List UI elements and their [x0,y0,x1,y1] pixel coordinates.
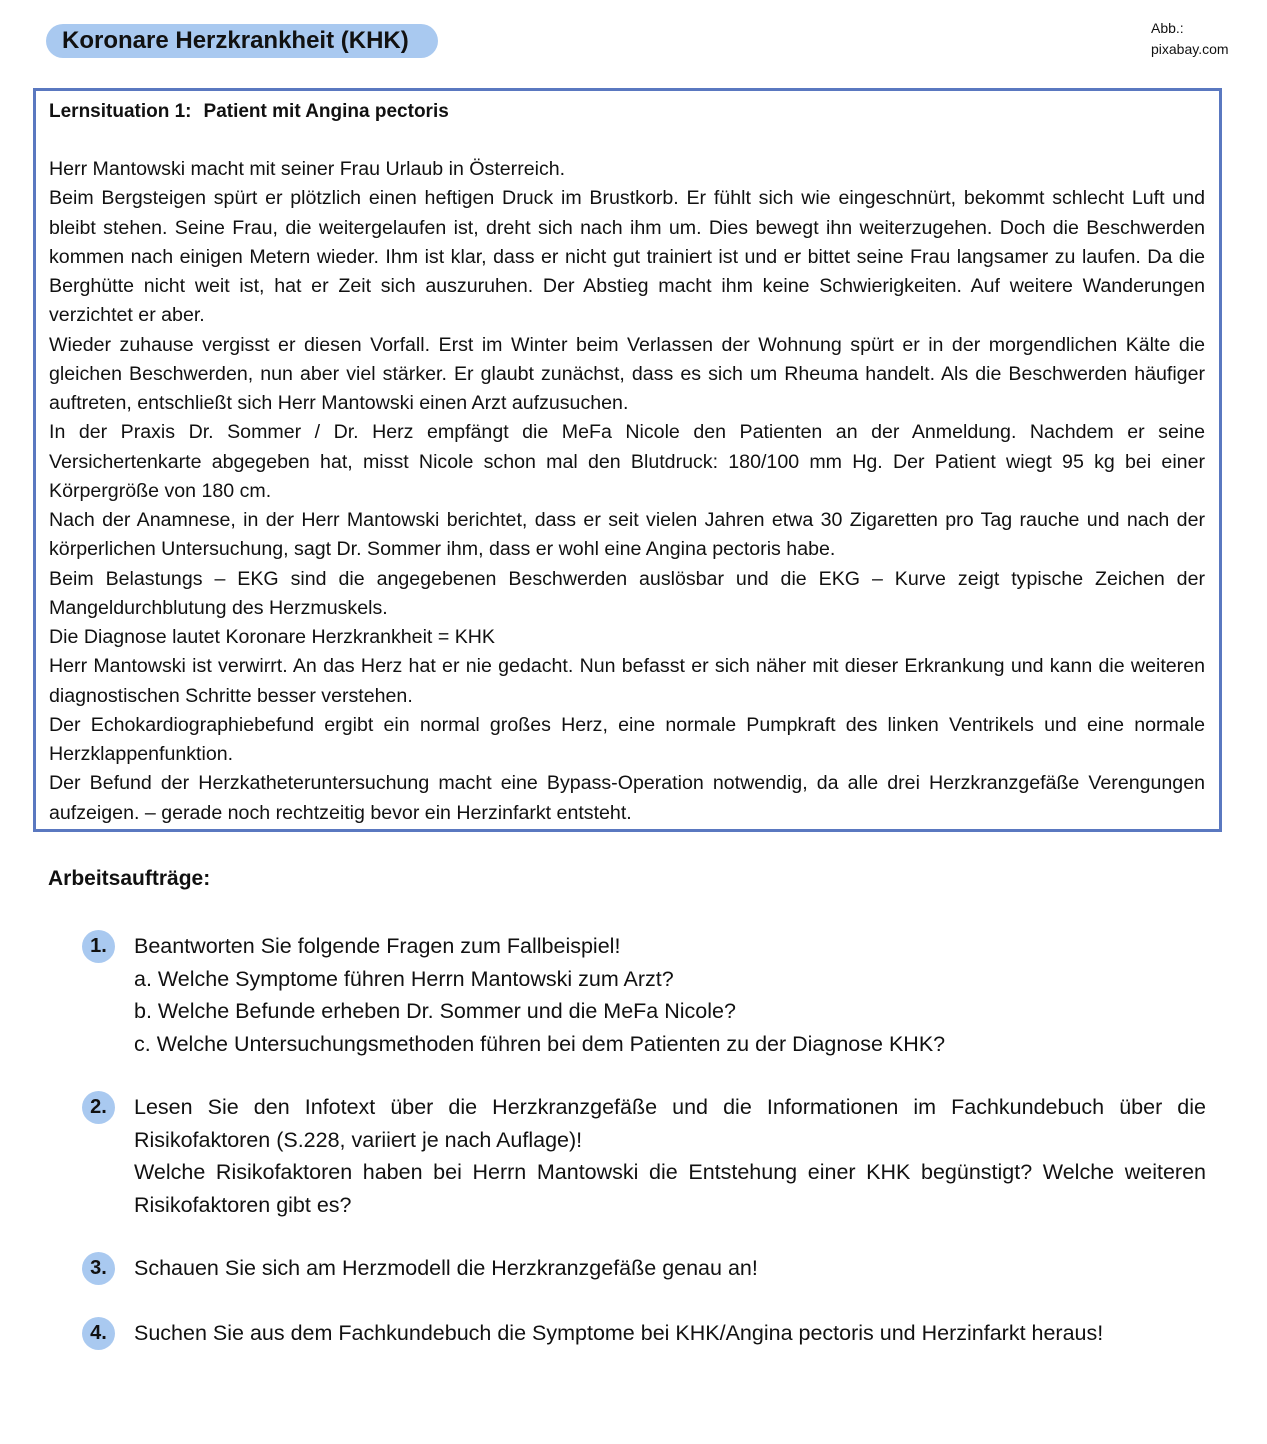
task-body [134,1091,1206,1221]
task-item-4 [80,1317,1206,1350]
subquestion: a. Welche Symptome führen Herrn Mantowski zum Arzt? [134,966,674,991]
page-title: Koronare Herzkrankheit (KHK) [46,24,438,58]
case-study-text [49,155,1205,828]
tasks-heading: Arbeitsaufträge: [48,867,211,890]
case-paragraph: Beim Bergsteigen spürt er plötzlich einen heftigen Druck im Brustkorb. Er fühlt sich wie eingeschnürt, bekommt schlecht Luft und bleibt stehen. Seine Frau, die weitergelaufen ist, dreht sich nach ihm um. Dies bewegt ihn weiterzugehen. Doch die Beschwerden kommen nach einigen Metern wieder. Ihm ist klar, dass er nicht gut trainiert ist und er bittet seine Frau langsamer zu laufen. Da die Berghütte nicht weit ist, hat er Zeit sich auszuruhen. Der Abstieg macht ihm keine Schwierigkeiten. Auf weitere Wanderungen verzichtet er aber. [49,187,1205,327]
case-paragraph: Herr Mantowski ist verwirrt. An das Herz hat er nie gedacht. Nun befasst er sich näher mit dieser Erkrankung und kann die weiteren diagnostischen Schritte besser verstehen. [49,655,1205,707]
task-body [134,1252,1206,1285]
image-credit [1151,18,1229,60]
case-paragraph: In der Praxis Dr. Sommer / Dr. Herz empfängt die MeFa Nicole den Patienten an der Anmeldung. Nachdem er seine Versichertenkarte abgegeben hat, misst Nicole schon mal den Blutdruck: 180/100 mm Hg. Der Patient wiegt 95 kg bei einer Körpergröße von 180 cm. [49,421,1205,502]
case-paragraph: Herr Mantowski macht mit seiner Frau Urlaub in Österreich. [49,158,566,180]
subquestion: c. Welche Untersuchungsmethoden führen bei dem Patienten zu der Diagnose KHK? [134,1031,946,1056]
task-subquestions [134,963,1206,1061]
task-body [134,930,1206,1060]
case-paragraph: Wieder zuhause vergisst er diesen Vorfall. Erst im Winter beim Verlassen der Wohnung spürt er in der morgendlichen Kälte die gleichen Beschwerden, nun aber viel stärker. Er glaubt zunächst, dass es sich um Rheuma handelt. Als die Beschwerden häufiger auftreten, entschließt sich Herr Mantowski einen Arzt aufzusuchen. [49,333,1205,414]
credit-label: Abb.: [1151,20,1184,36]
task-text: Beantworten Sie folgende Fragen zum Fallbeispiel! [134,934,621,958]
case-paragraph: Der Echokardiographiebefund ergibt ein normal großes Herz, eine normale Pumpkraft des linken Ventrikels und eine normale Herzklappenfunktion. [49,713,1205,765]
task-item-2 [80,1091,1206,1221]
task-number-badge: 3. [82,1252,115,1285]
case-study-box [33,88,1222,832]
case-study-label: Lernsituation 1: [49,101,192,122]
case-paragraph: Die Diagnose lautet Koronare Herzkrankheit = KHK [49,626,495,648]
task-item-3 [80,1252,1206,1285]
task-body [134,1317,1206,1350]
subquestion: b. Welche Befunde erheben Dr. Sommer und die MeFa Nicole? [134,999,736,1023]
task-text: Schauen Sie sich am Herzmodell die Herzkranzgefäße genau an! [134,1256,758,1280]
case-study-title [49,97,1205,126]
task-text: Suchen Sie aus dem Fachkundebuch die Symptome bei KHK/Angina pectoris und Herzinfarkt heraus! [134,1321,1104,1345]
task-number-badge: 1. [82,930,115,963]
task-text: Lesen Sie den Infotext über die Herzkranzgefäße und die Informationen im Fachkundebuch über die Risikofaktoren (S.228, variiert je nach Auflage)! [134,1095,1206,1152]
case-paragraph: Beim Belastungs – EKG sind die angegebenen Beschwerden auslösbar und die EKG – Kurve zeigt typische Zeichen der Mangeldurchblutung des Herzmuskels. [49,567,1205,619]
task-number-badge: 4. [82,1317,115,1350]
credit-source: pixabay.com [1151,41,1229,57]
task-item-1 [80,930,1206,1060]
case-paragraph: Der Befund der Herzkatheteruntersuchung macht eine Bypass-Operation notwendig, da alle drei Herzkranzgefäße Verengungen aufzeigen. – gerade noch rechtzeitig bevor ein Herzinfarkt entsteht. [49,772,1205,824]
case-study-heading: Patient mit Angina pectoris [203,101,449,122]
task-text-question: Welche Risikofaktoren haben bei Herrn Mantowski die Entstehung einer KHK begünstigt? Welche weiteren Risikofaktoren gibt es? [134,1160,1206,1217]
case-paragraph: Nach der Anamnese, in der Herr Mantowski berichtet, dass er seit vielen Jahren etwa 30 Zigaretten pro Tag rauche und nach der körperlichen Untersuchung, sagt Dr. Sommer ihm, dass er wohl eine Angina pectoris habe. [49,509,1205,561]
task-number-badge: 2. [82,1091,115,1124]
